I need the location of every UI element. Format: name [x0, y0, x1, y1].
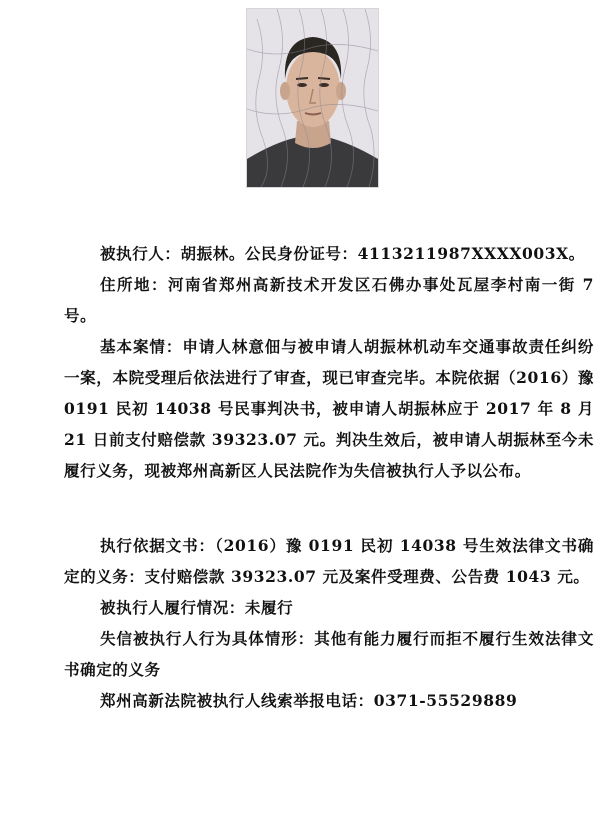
- dishonesty-paragraph: [64, 623, 594, 685]
- hotline-value: 0371-55529889: [373, 691, 518, 710]
- dishonesty-label: 失信被执行人行为具体情形：: [100, 629, 315, 648]
- person-line: [64, 238, 594, 269]
- person-label: 被执行人：: [100, 244, 181, 263]
- person-photo: [246, 8, 379, 188]
- portrait-image: [247, 9, 378, 187]
- dishonesty-value: 其他有能力履行而拒不履行生效法律文书确定的义务: [64, 629, 594, 679]
- performance-line: [64, 592, 594, 623]
- address-value: 河南省郑州高新技术开发区石佛办事处瓦屋李村南一街 7 号。: [64, 275, 594, 325]
- performance-label: 被执行人履行情况：: [100, 598, 245, 617]
- hotline-label: 郑州高新法院被执行人线索举报电话：: [100, 691, 374, 710]
- case-value: 申请人林意佃与被申请人胡振林机动车交通事故责任纠纷一案，本院受理后依法进行了审查，现已审查完毕。本院依据（2016）豫 0191 民初 14038 号民事判决书，被申请人胡振林应于 2017 年 8 月 21 日前支付赔偿款 39323.07 元。判决生效后，被申请人胡振林至今未履行义务，现被郑州高新区人民法院作为失信被执行人予以公布。: [64, 337, 594, 480]
- basis-paragraph: [64, 530, 594, 592]
- case-label: 基本案情：: [100, 337, 183, 356]
- hotline-line: [64, 685, 594, 716]
- basis-value: （2016）豫 0191 民初 14038 号生效法律文书确定的义务：支付赔偿款 39323.07 元及案件受理费、公告费 1043 元。: [64, 536, 594, 586]
- notice-content: [64, 238, 594, 716]
- person-value: 胡振林。公民身份证号：4113211987XXXX003X。: [180, 244, 585, 263]
- basis-label: 执行依据文书：: [100, 536, 215, 555]
- address-label: 住所地：: [100, 275, 168, 294]
- section-gap: [64, 486, 594, 530]
- address-line: [64, 269, 594, 331]
- case-paragraph: [64, 331, 594, 486]
- performance-value: 未履行: [244, 598, 294, 617]
